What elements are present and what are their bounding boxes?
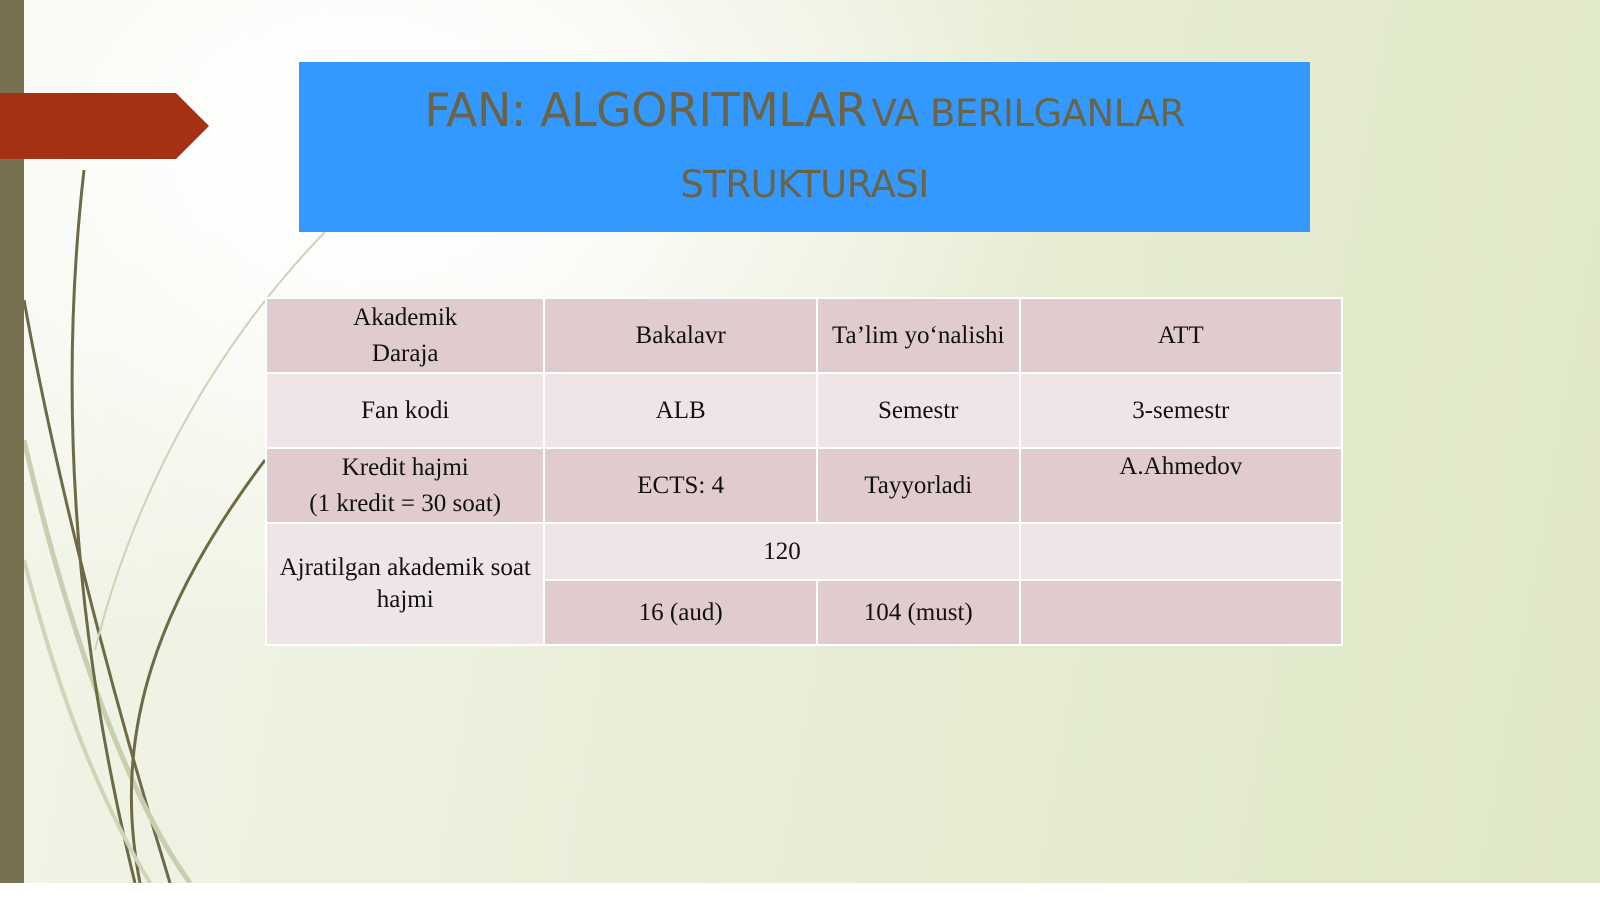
table-cell: ALB: [544, 373, 816, 448]
table-cell: [266, 448, 544, 523]
table-row: [266, 523, 1342, 580]
credit-label-line2: (1 kredit = 30 soat): [309, 489, 502, 517]
table-cell: [1020, 580, 1342, 645]
table-cell: 3-semestr: [1020, 373, 1342, 448]
table-cell: A.Ahmedov: [1020, 448, 1342, 523]
credit-label-line1: Kredit hajmi: [341, 453, 469, 481]
course-info-table: [265, 297, 1343, 646]
title-rest-line2: STRUKTURASI: [680, 163, 929, 206]
academic-level-label-line1: Akademik: [353, 303, 458, 331]
table-cell: Ta’lim yo‘nalishi: [817, 298, 1020, 373]
table-cell: [1020, 523, 1342, 580]
table-row: [266, 298, 1342, 373]
table-row: [266, 448, 1342, 523]
arrow-icon: [0, 93, 210, 159]
table-cell: ECTS: 4: [544, 448, 816, 523]
slide-title: [424, 70, 1184, 224]
table-cell: Ajratilgan akademik soat hajmi: [266, 523, 544, 645]
academic-level-label-line2: Daraja: [371, 339, 439, 367]
table-cell: Semestr: [817, 373, 1020, 448]
table-cell: Fan kodi: [266, 373, 544, 448]
title-main: FAN: ALGORITMLAR: [424, 83, 867, 137]
table-cell: [266, 298, 544, 373]
table-cell: Bakalavr: [544, 298, 816, 373]
table-cell: 104 (must): [817, 580, 1020, 645]
table-row: [266, 373, 1342, 448]
table-cell: Tayyorladi: [817, 448, 1020, 523]
table-cell: ATT: [1020, 298, 1342, 373]
table-cell: 120: [544, 523, 1019, 580]
table-cell: 16 (aud): [544, 580, 816, 645]
title-rest-line1: VA BERILGANLAR: [871, 92, 1185, 135]
title-box: [299, 62, 1310, 232]
